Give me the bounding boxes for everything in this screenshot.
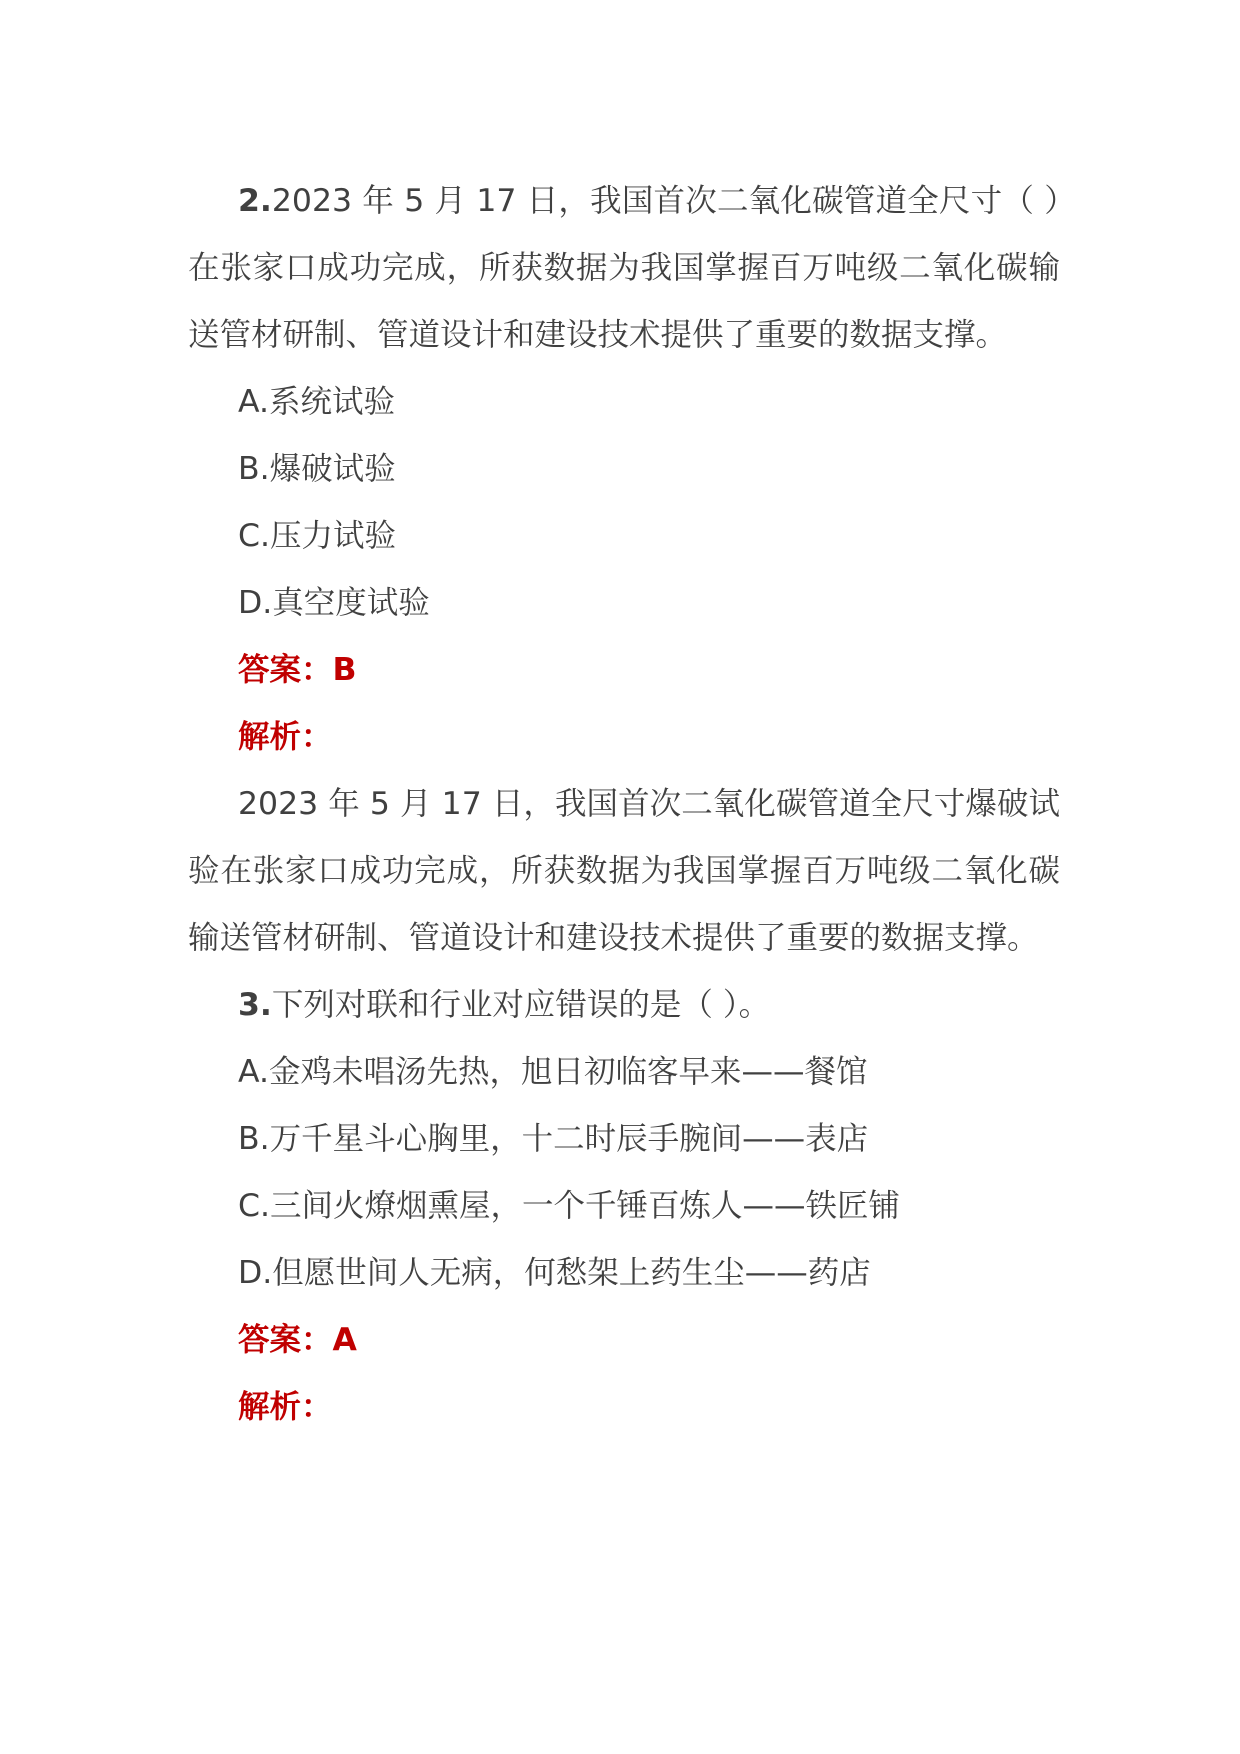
option-b: B.万千星斗心胸里，十二时辰手腕间——表店 [238, 1121, 869, 1157]
answer-label: 答案： [238, 1322, 333, 1358]
answer-line [188, 637, 1060, 704]
option-d: D.真空度试验 [238, 585, 430, 621]
option-c: C.压力试验 [238, 518, 397, 554]
option-a: A.金鸡未唱汤先热，旭日初临客早来——餐馆 [238, 1054, 868, 1090]
analysis-text: 2023 年 5 月 17 日，我国首次二氧化碳管道全尺寸爆破试验在张家口成功完成，所获数据为我国掌握百万吨级二氧化碳输送管材研制、管道设计和建设技术提供了重要的数据支撑。 [188, 786, 1060, 956]
question-3 [188, 972, 1060, 1441]
question-text: 下列对联和行业对应错误的是（ ）。 [271, 987, 771, 1023]
question-text: 2023 年 5 月 17 日，我国首次二氧化碳管道全尺寸（ ）在张家口成功完成，所获数据为我国掌握百万吨级二氧化碳输送管材研制、管道设计和建设技术提供了重要的数据支撑。 [188, 183, 1060, 353]
option-b: B.爆破试验 [238, 451, 396, 487]
document-page [188, 168, 1060, 1441]
analysis-label: 解析： [238, 1389, 333, 1425]
answer-line [188, 1307, 1060, 1374]
option-d: D.但愿世间人无病，何愁架上药生尘——药店 [238, 1255, 871, 1291]
option-c: C.三间火燎烟熏屋，一个千锤百炼人——铁匠铺 [238, 1188, 901, 1224]
question-stem [188, 972, 1060, 1039]
option-a: A.系统试验 [238, 384, 396, 420]
answer-value: A [332, 1322, 357, 1358]
answer-value: B [332, 652, 357, 688]
question-number: 2. [238, 183, 272, 219]
question-number: 3. [238, 987, 272, 1023]
question-stem [188, 168, 1060, 369]
analysis-label: 解析： [238, 719, 333, 755]
answer-label: 答案： [238, 652, 333, 688]
question-2 [188, 168, 1060, 972]
